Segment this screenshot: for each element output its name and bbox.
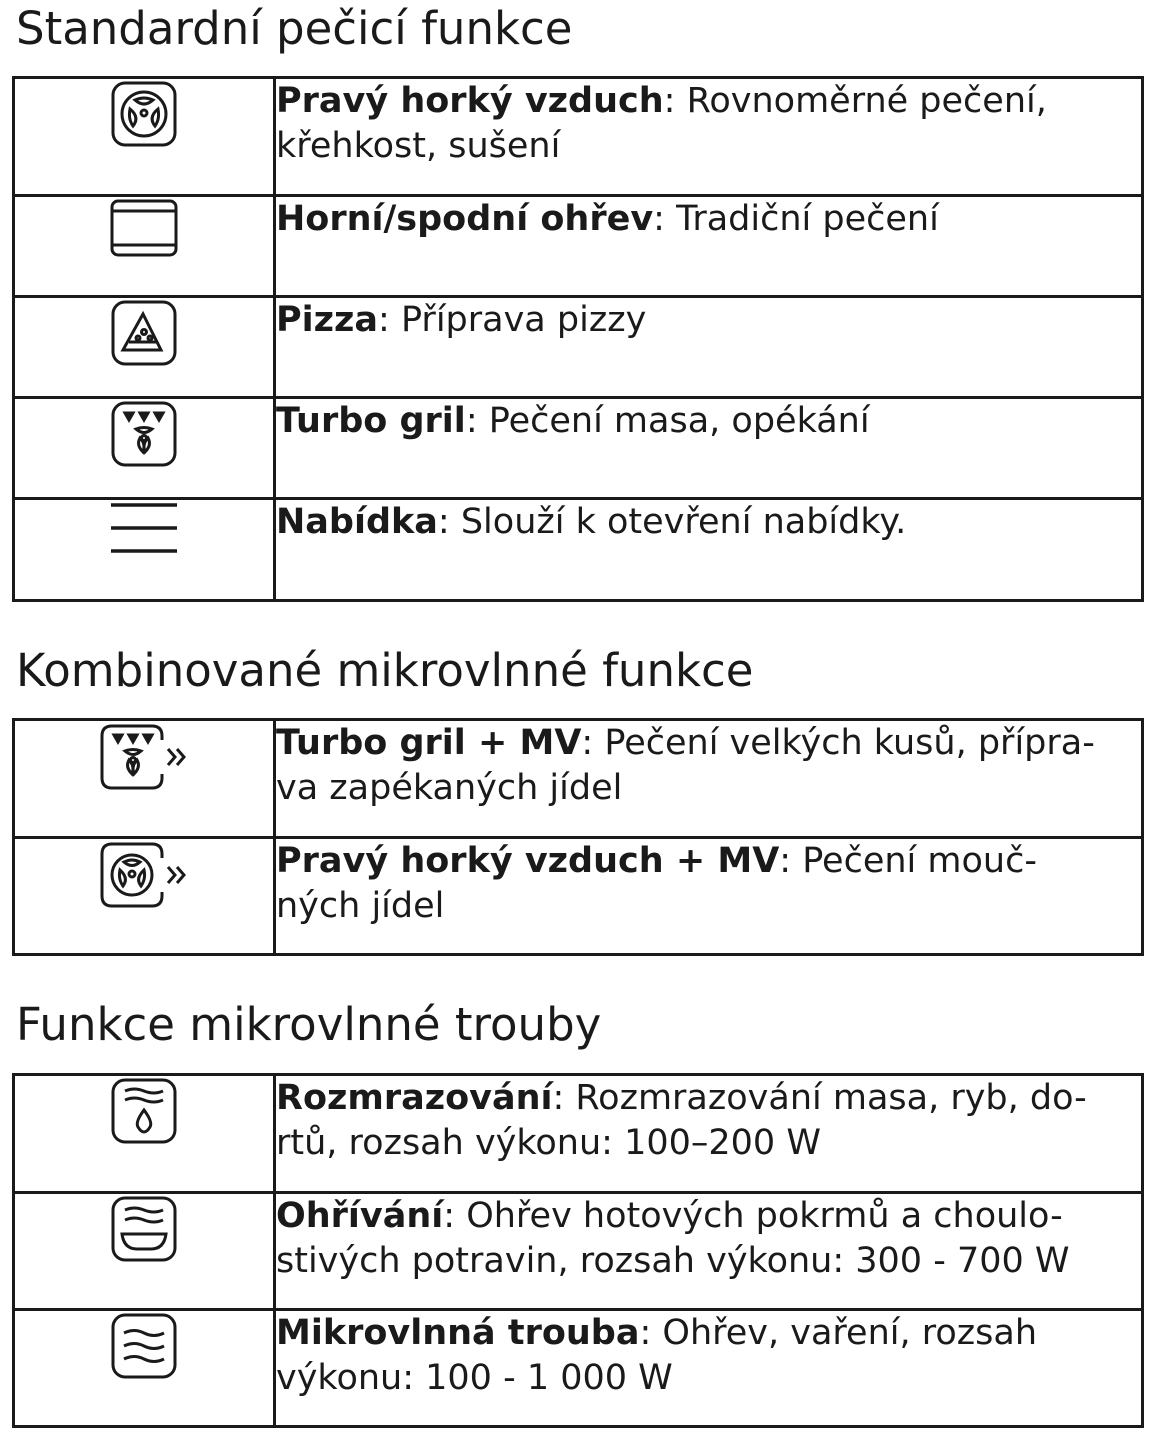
defrost-icon [109, 1076, 179, 1146]
function-term: Pizza [276, 300, 379, 340]
table-row [14, 1075, 1143, 1193]
turbo-grill-microwave-icon [98, 721, 190, 793]
section-heading-combined: Kombinované mikrovlnné funkce [16, 644, 754, 697]
table-row [14, 398, 1143, 499]
table-row [14, 1310, 1143, 1427]
function-description: Pravý horký vzduch: Rovnoměrné pečení, křehkost, sušení [275, 78, 1143, 196]
table-row [14, 1193, 1143, 1310]
function-term: Nabídka [276, 502, 438, 542]
function-description: Turbo gril: Pečení masa, opékání [275, 398, 1143, 499]
function-term: Horní/spodní ohřev [276, 199, 654, 239]
function-description: Horní/spodní ohřev: Tradiční pečení [275, 196, 1143, 297]
turbo-grill-icon [109, 399, 179, 469]
function-term: Pravý horký vzduch [276, 81, 664, 121]
combined-microwave-functions-table [12, 718, 1144, 956]
function-description: Mikrovlnná trouba: Ohřev, vaření, rozsah výkonu: 100 - 1 000 W [275, 1310, 1143, 1427]
menu-icon [109, 500, 179, 556]
standard-functions-table [12, 76, 1144, 602]
function-term: Turbo gril + MV [276, 723, 582, 763]
function-description: Ohřívání: Ohřev hotových pokrmů a choulo- stivých potravin, rozsah výkonu: 300 - 700 W [275, 1193, 1143, 1310]
function-description: Turbo gril + MV: Pečení velkých kusů, přípra- va zapékaných jídel [275, 720, 1143, 838]
section-heading-microwave: Funkce mikrovlnné trouby [16, 998, 602, 1051]
fan-microwave-icon [98, 839, 190, 911]
section-heading-standard: Standardní pečicí funkce [16, 2, 573, 55]
table-row [14, 838, 1143, 955]
table-row [14, 78, 1143, 196]
table-row [14, 196, 1143, 297]
microwave-icon [109, 1311, 179, 1381]
table-row [14, 720, 1143, 838]
pizza-icon [109, 298, 179, 368]
function-description: Rozmrazování: Rozmrazování masa, ryb, do- rtů, rozsah výkonu: 100–200 W [275, 1075, 1143, 1193]
function-description: Pizza: Příprava pizzy [275, 297, 1143, 398]
fan-icon [109, 79, 179, 149]
microwave-functions-table [12, 1073, 1144, 1428]
reheat-icon [109, 1194, 179, 1264]
function-term: Rozmrazování [276, 1078, 553, 1118]
function-term: Pravý horký vzduch + MV [276, 841, 780, 881]
top-bottom-heat-icon [109, 197, 179, 259]
function-term: Mikrovlnná trouba [276, 1313, 640, 1353]
function-description: Pravý horký vzduch + MV: Pečení mouč- ných jídel [275, 838, 1143, 955]
table-row [14, 297, 1143, 398]
function-term: Ohřívání [276, 1196, 444, 1236]
function-term: Turbo gril [276, 401, 466, 441]
function-description: Nabídka: Slouží k otevření nabídky. [275, 499, 1143, 601]
table-row [14, 499, 1143, 601]
